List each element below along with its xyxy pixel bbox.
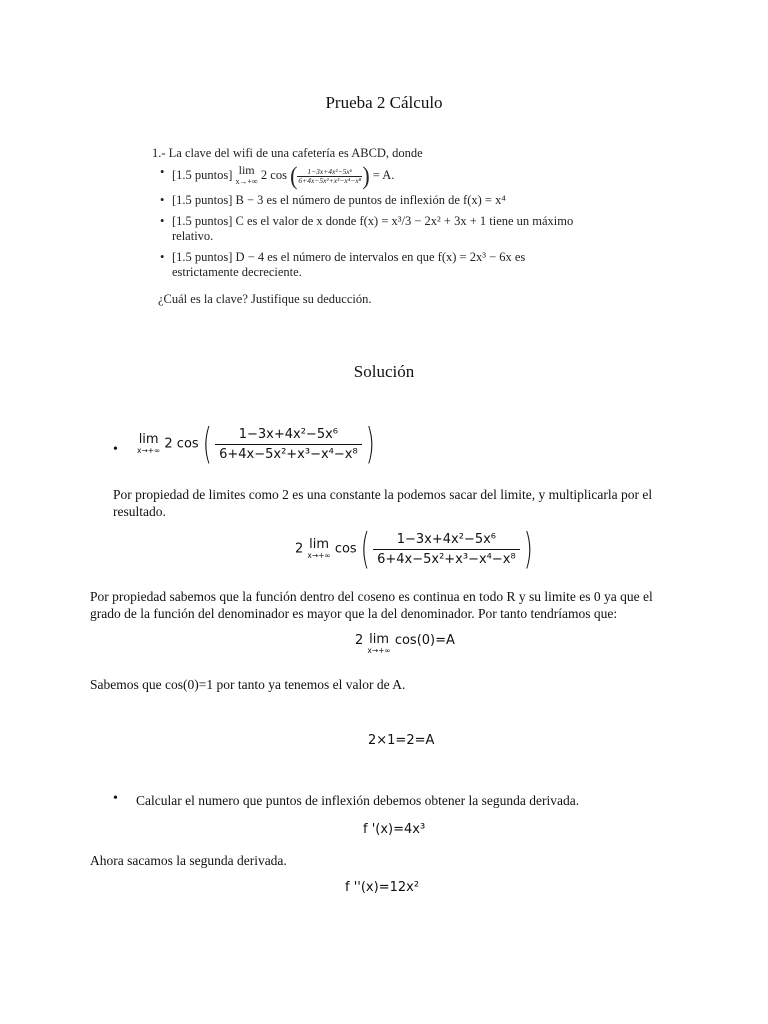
- eq1-numerator: 1−3x+4x²−5x⁶: [215, 426, 362, 445]
- bullet-marker-1: •: [113, 442, 118, 457]
- eq1-lim-label: lim: [138, 432, 159, 447]
- eq1-paren-open: (: [202, 419, 212, 468]
- eq2-paren-close: ): [523, 524, 533, 573]
- item-a-coef: 2 cos: [260, 167, 287, 182]
- problem-intro: 1.- La clave del wifi de una cafetería es ABCD, donde: [152, 146, 423, 160]
- eq2-lim-label: lim: [309, 537, 329, 552]
- eq1-coef: 2 cos: [164, 436, 199, 452]
- bullet-2-text: Calcular el numero que puntos de inflexión debemos obtener la segunda derivada.: [136, 793, 580, 808]
- item-a-lim-label: lim: [238, 163, 255, 177]
- item-a-paren-open: (: [290, 161, 298, 190]
- eq2-numerator: 1−3x+4x²−5x⁶: [373, 531, 520, 550]
- eq2-coef: cos: [334, 541, 357, 557]
- document-title: Prueba 2 Cálculo: [325, 93, 443, 112]
- paragraph-4: Ahora sacamos la segunda derivada.: [90, 853, 287, 868]
- problem-item-a: [172, 161, 592, 190]
- eq2-fraction: [373, 531, 520, 568]
- eq2-paren-open: (: [360, 524, 370, 573]
- problem-item-b: • [1.5 puntos] B − 3 es el número de puntos de inflexión de f(x) = x⁴: [172, 193, 592, 208]
- equation-6: f ''(x)=12x²: [345, 880, 420, 895]
- eq3-limit: [367, 633, 390, 655]
- item-a-numerator: 1−3x+4x²−5x⁶: [297, 168, 362, 177]
- equation-3: [355, 633, 455, 655]
- item-a-suffix: = A.: [372, 167, 395, 182]
- paragraph-3: Sabemos que cos(0)=1 por tanto ya tenemos el valor de A.: [90, 677, 406, 692]
- eq3-lim-under: x→+∞: [367, 646, 391, 655]
- eq2-lim-under: x→+∞: [307, 551, 331, 560]
- paragraph-1: Por propiedad de limites como 2 es una constante la podemos sacar del limite, y multiplicarla por el resultado.: [113, 487, 653, 519]
- problem-item-c: • [1.5 puntos] C es el valor de x donde f(x) = x³/3 − 2x² + 3x + 1 tiene un máximo relativo.: [172, 214, 592, 244]
- eq2-pre: 2: [295, 541, 304, 557]
- eq3-pre: 2: [355, 633, 364, 648]
- equation-1: [137, 419, 378, 468]
- eq1-limit: [137, 433, 160, 455]
- item-a-prefix: [1.5 puntos]: [172, 167, 233, 182]
- eq2-denominator: 6+4x−5x²+x³−x⁴−x⁸: [377, 551, 516, 567]
- item-a-fraction: [297, 168, 362, 185]
- item-a-denominator: 6+4x−5x²+x³−x⁴−x⁸: [298, 175, 362, 185]
- solution-title: Solución: [353, 362, 415, 381]
- bullet-marker-2: •: [113, 791, 118, 806]
- problem-item-d: • [1.5 puntos] D − 4 es el número de intervalos en que f(x) = 2x³ − 6x es estrictamente decreciente.: [172, 250, 592, 280]
- item-a-paren-close: ): [362, 161, 370, 190]
- problem-question: ¿Cuál es la clave? Justifique su deducción.: [158, 292, 372, 306]
- equation-5: f '(x)=4x³: [363, 822, 426, 837]
- eq1-fraction: [215, 426, 362, 463]
- eq3-lim-label: lim: [369, 632, 389, 647]
- paragraph-2: Por propiedad sabemos que la función dentro del coseno es continua en todo R y su limite es 0 ya que el grado de la función del denominador es mayor que la del denominador. Por tanto tendríamos que:: [90, 589, 653, 621]
- problem-statement: [152, 146, 592, 307]
- problem-list: [152, 161, 592, 280]
- equation-2: [295, 524, 536, 573]
- item-a-limit: [236, 165, 258, 187]
- item-a-lim-under: x→+∞: [235, 177, 258, 186]
- eq1-paren-close: ): [365, 419, 375, 468]
- eq3-rest: cos(0)=A: [394, 633, 455, 648]
- equation-4: 2×1=2=A: [368, 733, 435, 748]
- eq1-denominator: 6+4x−5x²+x³−x⁴−x⁸: [219, 446, 358, 462]
- eq2-limit: [307, 538, 330, 560]
- eq1-lim-under: x→+∞: [137, 446, 161, 455]
